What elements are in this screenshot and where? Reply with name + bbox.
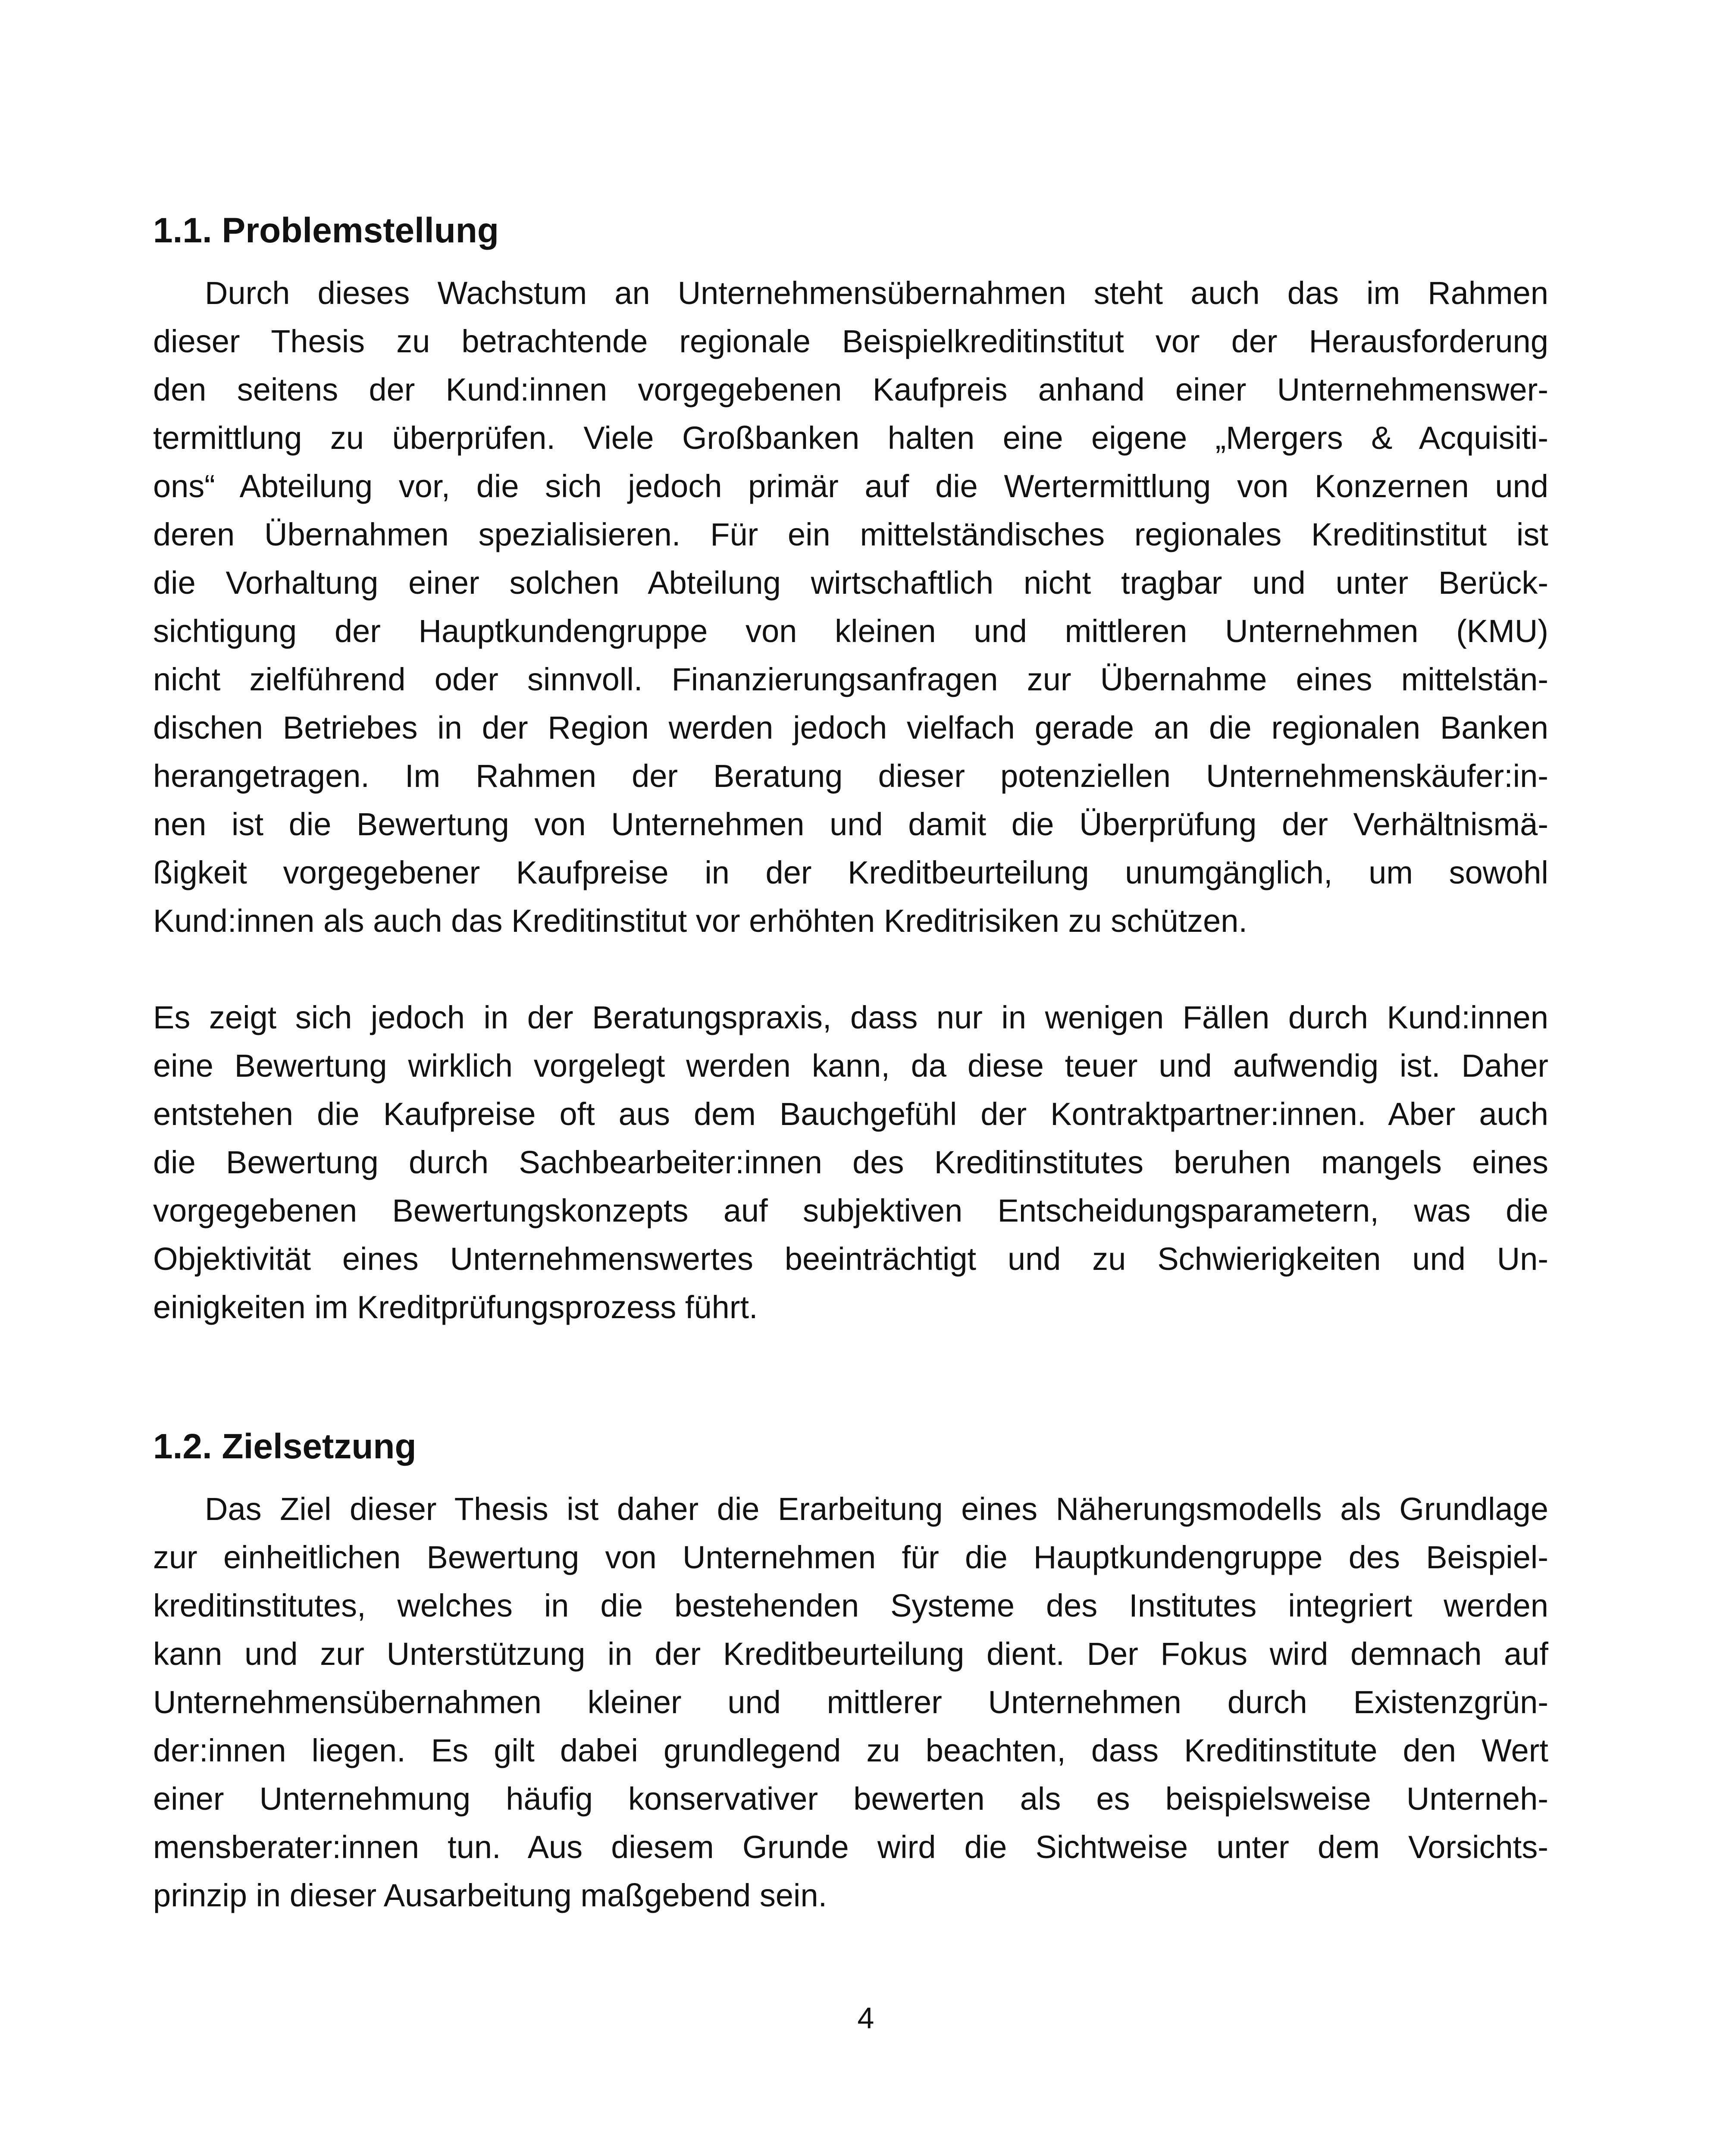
text-line: herangetragen. Im Rahmen der Beratung dieser potenziellen Unternehmenskäufer:in- <box>153 758 1548 794</box>
section-heading-problemstellung: 1.1. Problemstellung <box>153 211 499 250</box>
text-line: kann und zur Unterstützung in der Kreditbeurteilung dient. Der Fokus wird demnach auf <box>153 1636 1548 1672</box>
text-line: dieser Thesis zu betrachtende regionale Beispielkreditinstitut vor der Herausforderung <box>153 323 1548 359</box>
text-line: Das Ziel dieser Thesis ist daher die Erarbeitung eines Näherungsmodells als Grundlage <box>205 1491 1548 1527</box>
text-line: einer Unternehmung häufig konservativer bewerten als es beispielsweise Unterneh- <box>153 1781 1548 1817</box>
text-line: prinzip in dieser Ausarbeitung maßgebend sein. <box>153 1877 827 1913</box>
text-line: deren Übernahmen spezialisieren. Für ein mittelständisches regionales Kreditinstitut ist <box>153 517 1548 552</box>
text-line: nen ist die Bewertung von Unternehmen und damit die Überprüfung der Verhältnismä- <box>153 806 1548 842</box>
text-line: die Vorhaltung einer solchen Abteilung wirtschaftlich nicht tragbar und unter Berück- <box>153 565 1548 601</box>
text-line: kreditinstitutes, welches in die bestehenden Systeme des Institutes integriert werden <box>153 1588 1548 1623</box>
text-line: entstehen die Kaufpreise oft aus dem Bauchgefühl der Kontraktpartner:innen. Aber auch <box>153 1096 1548 1132</box>
text-line: Kund:innen als auch das Kreditinstitut vor erhöhten Kreditrisiken zu schützen. <box>153 903 1248 939</box>
text-line: Durch dieses Wachstum an Unternehmensübernahmen steht auch das im Rahmen <box>205 275 1548 311</box>
text-line: Objektivität eines Unternehmenswertes beeinträchtigt und zu Schwierigkeiten und Un- <box>153 1241 1548 1277</box>
text-line: Es zeigt sich jedoch in der Beratungspraxis, dass nur in wenigen Fällen durch Kund:innen <box>153 1000 1548 1035</box>
text-line: die Bewertung durch Sachbearbeiter:innen des Kreditinstitutes beruhen mangels eines <box>153 1144 1548 1180</box>
text-line: dischen Betriebes in der Region werden jedoch vielfach gerade an die regionalen Banken <box>153 710 1548 746</box>
text-line: Unternehmensübernahmen kleiner und mittlerer Unternehmen durch Existenzgrün- <box>153 1684 1548 1720</box>
page-number: 4 <box>857 2001 874 2035</box>
text-line: nicht zielführend oder sinnvoll. Finanzierungsanfragen zur Übernahme eines mittelstän- <box>153 661 1548 697</box>
text-line: mensberater:innen tun. Aus diesem Grunde wird die Sichtweise unter dem Vorsichts- <box>153 1829 1548 1865</box>
text-line: ons“ Abteilung vor, die sich jedoch primär auf die Wertermittlung von Konzernen und <box>153 468 1548 504</box>
text-line: den seitens der Kund:innen vorgegebenen Kaufpreis anhand einer Unternehmenswer- <box>153 372 1548 407</box>
text-line: der:innen liegen. Es gilt dabei grundlegend zu beachten, dass Kreditinstitute den Wert <box>153 1733 1548 1768</box>
text-line: einigkeiten im Kreditprüfungsprozess führt. <box>153 1289 758 1325</box>
text-line: sichtigung der Hauptkundengruppe von kleinen und mittleren Unternehmen (KMU) <box>153 613 1548 649</box>
text-line: ßigkeit vorgegebener Kaufpreise in der Kreditbeurteilung unumgänglich, um sowohl <box>153 855 1548 890</box>
text-line: termittlung zu überprüfen. Viele Großbanken halten eine eigene „Mergers & Acquisiti- <box>153 420 1548 456</box>
text-line: zur einheitlichen Bewertung von Unternehmen für die Hauptkundengruppe des Beispiel- <box>153 1539 1548 1575</box>
section-heading-zielsetzung: 1.2. Zielsetzung <box>153 1427 417 1466</box>
text-line: vorgegebenen Bewertungskonzepts auf subjektiven Entscheidungsparametern, was die <box>153 1193 1548 1228</box>
text-line: eine Bewertung wirklich vorgelegt werden kann, da diese teuer und aufwendig ist. Daher <box>153 1048 1548 1084</box>
